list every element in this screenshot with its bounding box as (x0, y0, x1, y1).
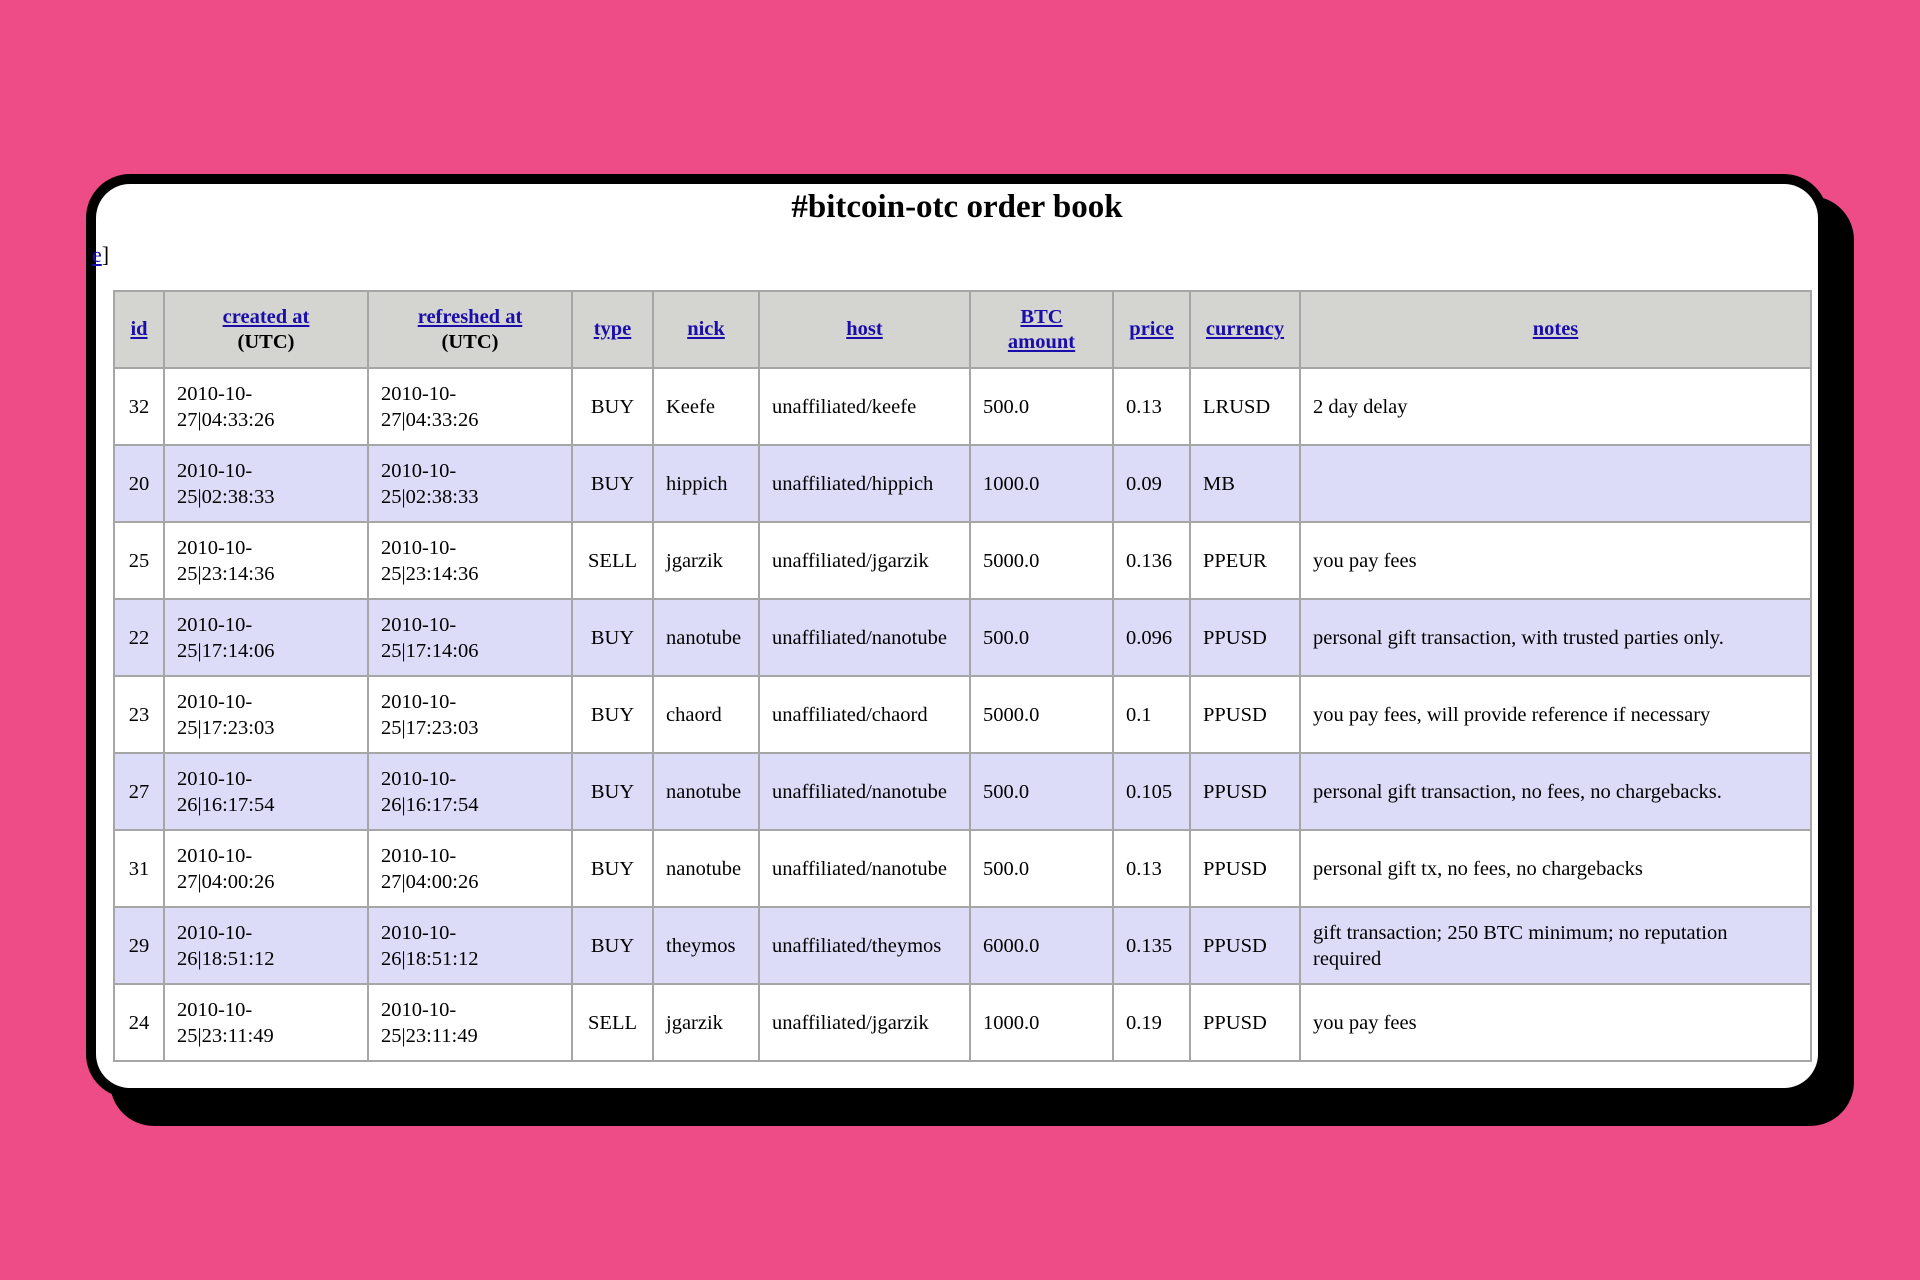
cell-refreshed-at-refreshed-date: 2010-10- (381, 613, 457, 636)
col-header-type[interactable] (572, 291, 653, 368)
cell-btc-amount-amount: 500.0 (983, 857, 1030, 880)
cell-refreshed-at-refreshed-date: 2010-10- (381, 767, 457, 790)
cell-price (1113, 753, 1190, 830)
cell-nick-nick: nanotube (666, 857, 742, 880)
refreshed-at-unit: (UTC) (441, 330, 499, 353)
cell-type (572, 984, 653, 1061)
order-rows (114, 368, 1811, 1061)
cell-price-price: 0.105 (1126, 780, 1173, 803)
cell-btc-amount-amount: 500.0 (983, 626, 1030, 649)
cell-nick (653, 907, 759, 984)
nav-bracket: ] (101, 242, 110, 267)
cell-refreshed-at (368, 984, 572, 1061)
cell-price (1113, 830, 1190, 907)
cell-type (572, 753, 653, 830)
cell-type-type: BUY (590, 857, 635, 880)
page-viewport (92, 184, 1818, 1088)
sort-link-notes[interactable]: notes (1532, 318, 1579, 340)
cell-created-at (164, 907, 368, 984)
cell-created-at-created-time: 25|23:14:36 (177, 562, 275, 585)
table-row (114, 830, 1811, 907)
cell-btc-amount-amount: 500.0 (983, 780, 1030, 803)
cell-btc-amount-amount: 6000.0 (983, 934, 1040, 957)
cell-currency (1190, 599, 1300, 676)
cell-id (114, 522, 164, 599)
cell-created-at (164, 830, 368, 907)
cell-refreshed-at-refreshed-date: 2010-10- (381, 382, 457, 405)
cell-btc-amount-amount: 5000.0 (983, 703, 1040, 726)
cell-price (1113, 599, 1190, 676)
cell-type-type: BUY (590, 395, 635, 418)
cell-price (1113, 368, 1190, 445)
cell-currency (1190, 522, 1300, 599)
nav-link-fragment (92, 242, 109, 268)
cell-currency-currency: LRUSD (1203, 395, 1271, 418)
cell-btc-amount-amount: 1000.0 (983, 472, 1040, 495)
amount-label: amount (1007, 330, 1076, 353)
sort-link-type[interactable]: type (593, 318, 632, 340)
cell-price-price: 0.13 (1126, 857, 1162, 880)
cell-refreshed-at-refreshed-date: 2010-10- (381, 921, 457, 944)
col-header-currency[interactable] (1190, 291, 1300, 368)
cell-notes (1300, 445, 1811, 522)
cell-notes (1300, 676, 1811, 753)
cell-nick-nick: nanotube (666, 626, 742, 649)
cell-currency-currency: PPEUR (1203, 549, 1267, 572)
cell-created-at-created-date: 2010-10- (177, 844, 253, 867)
cell-type-type: BUY (590, 472, 635, 495)
cell-nick-nick: jgarzik (666, 1011, 723, 1034)
cell-host-host: unaffiliated/nanotube (772, 780, 947, 803)
cell-host (759, 599, 970, 676)
cell-btc-amount (970, 984, 1113, 1061)
cell-created-at (164, 984, 368, 1061)
cell-btc-amount (970, 753, 1113, 830)
cell-id-id: 29 (128, 934, 150, 957)
cell-id (114, 368, 164, 445)
cell-notes (1300, 830, 1811, 907)
cell-btc-amount (970, 907, 1113, 984)
created-at-unit: (UTC) (237, 330, 295, 353)
cell-refreshed-at (368, 676, 572, 753)
cell-created-at-created-date: 2010-10- (177, 921, 253, 944)
cell-btc-amount-amount: 1000.0 (983, 1011, 1040, 1034)
cell-created-at-created-date: 2010-10- (177, 536, 253, 559)
cell-notes-notes: personal gift tx, no fees, no chargebacks (1313, 857, 1643, 880)
cell-nick (653, 522, 759, 599)
cell-price-price: 0.135 (1126, 934, 1173, 957)
cell-created-at-created-time: 25|23:11:49 (177, 1024, 274, 1047)
cell-id (114, 445, 164, 522)
cell-created-at-created-date: 2010-10- (177, 613, 253, 636)
cell-refreshed-at-refreshed-time: 25|23:11:49 (381, 1024, 478, 1047)
cell-price-price: 0.09 (1126, 472, 1162, 495)
cell-notes-notes: gift transaction; 250 BTC minimum; no reputation required (1313, 921, 1728, 970)
cell-btc-amount (970, 445, 1113, 522)
cell-price (1113, 907, 1190, 984)
cell-created-at-created-time: 26|18:51:12 (177, 947, 275, 970)
cell-created-at-created-time: 25|17:23:03 (177, 716, 275, 739)
cell-id (114, 676, 164, 753)
cell-host (759, 368, 970, 445)
cell-refreshed-at-refreshed-time: 25|17:14:06 (381, 639, 479, 662)
cell-type (572, 830, 653, 907)
cell-id (114, 984, 164, 1061)
cell-created-at (164, 368, 368, 445)
cell-notes (1300, 522, 1811, 599)
sort-link-id[interactable]: id (130, 318, 148, 340)
col-header-refreshed-at[interactable] (368, 291, 572, 368)
cell-price-price: 0.1 (1126, 703, 1152, 726)
cell-notes (1300, 368, 1811, 445)
cell-notes (1300, 599, 1811, 676)
cell-currency (1190, 830, 1300, 907)
cell-currency-currency: PPUSD (1203, 1011, 1267, 1034)
order-book-table (113, 290, 1812, 1062)
cell-type-type: BUY (590, 780, 635, 803)
col-header-host[interactable] (759, 291, 970, 368)
cell-host-host: unaffiliated/keefe (772, 395, 917, 418)
cell-id (114, 599, 164, 676)
cell-btc-amount (970, 676, 1113, 753)
cell-notes (1300, 984, 1811, 1061)
cell-refreshed-at-refreshed-time: 27|04:33:26 (381, 408, 479, 431)
cell-id (114, 753, 164, 830)
cell-price-price: 0.136 (1126, 549, 1173, 572)
cell-currency (1190, 676, 1300, 753)
cell-currency (1190, 368, 1300, 445)
cell-price (1113, 676, 1190, 753)
cell-type (572, 445, 653, 522)
cell-host (759, 984, 970, 1061)
cell-nick (653, 445, 759, 522)
table-row (114, 676, 1811, 753)
sort-link-created-at[interactable]: created at (222, 305, 310, 328)
cell-notes-notes: 2 day delay (1313, 395, 1408, 418)
cell-created-at-created-time: 25|02:38:33 (177, 485, 275, 508)
cell-host-host: unaffiliated/nanotube (772, 857, 947, 880)
cell-notes-notes: personal gift transaction, no fees, no chargebacks. (1313, 780, 1722, 803)
cell-id-id: 31 (128, 857, 150, 880)
cell-refreshed-at (368, 907, 572, 984)
col-header-btc-amount[interactable] (970, 291, 1113, 368)
cell-btc-amount (970, 522, 1113, 599)
cell-refreshed-at-refreshed-time: 26|18:51:12 (381, 947, 479, 970)
sort-link-price[interactable]: price (1129, 318, 1174, 340)
cell-refreshed-at-refreshed-date: 2010-10- (381, 459, 457, 482)
cell-refreshed-at-refreshed-time: 27|04:00:26 (381, 870, 479, 893)
cell-created-at (164, 599, 368, 676)
cell-currency-currency: PPUSD (1203, 857, 1267, 880)
cell-price-price: 0.096 (1126, 626, 1173, 649)
cell-host (759, 445, 970, 522)
cell-created-at (164, 676, 368, 753)
cell-created-at-created-date: 2010-10- (177, 767, 253, 790)
cell-host-host: unaffiliated/hippich (772, 472, 934, 495)
cell-refreshed-at-refreshed-date: 2010-10- (381, 844, 457, 867)
table-row (114, 599, 1811, 676)
cell-nick (653, 984, 759, 1061)
cell-currency (1190, 907, 1300, 984)
cell-currency-currency: PPUSD (1203, 703, 1267, 726)
cell-type-type: BUY (590, 934, 635, 957)
cell-host (759, 907, 970, 984)
cell-nick-nick: nanotube (666, 780, 742, 803)
cell-notes (1300, 753, 1811, 830)
cell-refreshed-at (368, 445, 572, 522)
cell-currency (1190, 753, 1300, 830)
cell-price (1113, 522, 1190, 599)
cell-type-type: BUY (590, 703, 635, 726)
sort-link-refreshed-at[interactable]: refreshed at (417, 305, 523, 328)
cell-currency-currency: PPUSD (1203, 626, 1267, 649)
cell-btc-amount (970, 599, 1113, 676)
cell-id-id: 27 (128, 780, 150, 803)
cell-host-host: unaffiliated/theymos (772, 934, 942, 957)
cell-created-at-created-time: 25|17:14:06 (177, 639, 275, 662)
browser-card (86, 174, 1828, 1098)
table-row (114, 753, 1811, 830)
table-row (114, 907, 1811, 984)
cell-type (572, 522, 653, 599)
cell-created-at-created-date: 2010-10- (177, 998, 253, 1021)
nav-link[interactable]: e (92, 242, 102, 267)
sort-link-currency[interactable]: currency (1205, 318, 1285, 340)
cell-type-type: SELL (588, 549, 637, 572)
btc-label: BTC (1020, 305, 1063, 328)
cell-created-at-created-date: 2010-10- (177, 382, 253, 405)
cell-id-id: 20 (128, 472, 150, 495)
cell-notes-notes: you pay fees (1313, 549, 1417, 572)
cell-price (1113, 445, 1190, 522)
cell-btc-amount (970, 830, 1113, 907)
col-header-nick[interactable] (653, 291, 759, 368)
cell-id (114, 830, 164, 907)
cell-currency-currency: PPUSD (1203, 780, 1267, 803)
cell-id-id: 25 (128, 549, 150, 572)
cell-nick-nick: chaord (666, 703, 722, 726)
col-header-id[interactable] (114, 291, 164, 368)
cell-notes-notes: you pay fees, will provide reference if necessary (1313, 703, 1711, 726)
cell-refreshed-at-refreshed-time: 25|23:14:36 (381, 562, 479, 585)
cell-refreshed-at (368, 522, 572, 599)
cell-currency (1190, 445, 1300, 522)
cell-created-at (164, 522, 368, 599)
cell-host (759, 522, 970, 599)
cell-currency (1190, 984, 1300, 1061)
sort-link-nick[interactable]: nick (687, 318, 725, 340)
cell-created-at-created-time: 27|04:33:26 (177, 408, 275, 431)
cell-refreshed-at-refreshed-time: 26|16:17:54 (381, 793, 479, 816)
cell-created-at-created-time: 27|04:00:26 (177, 870, 275, 893)
cell-created-at (164, 445, 368, 522)
sort-link-btc-amount[interactable] (1008, 306, 1075, 353)
cell-id-id: 32 (128, 395, 150, 418)
cell-notes (1300, 907, 1811, 984)
cell-id-id: 24 (128, 1011, 150, 1034)
cell-nick-nick: Keefe (666, 395, 715, 418)
cell-type (572, 676, 653, 753)
cell-refreshed-at (368, 830, 572, 907)
cell-host-host: unaffiliated/nanotube (772, 626, 947, 649)
cell-notes-notes: personal gift transaction, with trusted parties only. (1313, 626, 1724, 649)
col-header-created-at[interactable] (164, 291, 368, 368)
cell-refreshed-at-refreshed-date: 2010-10- (381, 998, 457, 1021)
cell-refreshed-at-refreshed-date: 2010-10- (381, 690, 457, 713)
cell-refreshed-at-refreshed-time: 25|17:23:03 (381, 716, 479, 739)
cell-btc-amount-amount: 500.0 (983, 395, 1030, 418)
table-header-row (114, 291, 1811, 368)
cell-host-host: unaffiliated/jgarzik (772, 1011, 929, 1034)
cell-nick (653, 753, 759, 830)
cell-created-at (164, 753, 368, 830)
cell-type-type: BUY (590, 626, 635, 649)
cell-host-host: unaffiliated/jgarzik (772, 549, 929, 572)
cell-created-at-created-time: 26|16:17:54 (177, 793, 275, 816)
cell-created-at-created-date: 2010-10- (177, 459, 253, 482)
cell-currency-currency: PPUSD (1203, 934, 1267, 957)
cell-refreshed-at-refreshed-time: 25|02:38:33 (381, 485, 479, 508)
page-title: #bitcoin-otc order book (791, 189, 1123, 225)
cell-nick-nick: jgarzik (666, 549, 723, 572)
cell-nick (653, 599, 759, 676)
cell-btc-amount (970, 368, 1113, 445)
cell-price-price: 0.19 (1126, 1011, 1162, 1034)
cell-type (572, 368, 653, 445)
sort-link-host[interactable]: host (846, 318, 883, 340)
cell-nick (653, 676, 759, 753)
cell-type (572, 599, 653, 676)
cell-host (759, 753, 970, 830)
cell-price-price: 0.13 (1126, 395, 1162, 418)
table-row (114, 522, 1811, 599)
col-header-notes[interactable] (1300, 291, 1811, 368)
cell-host-host: unaffiliated/chaord (772, 703, 928, 726)
table-row (114, 984, 1811, 1061)
cell-nick-nick: theymos (666, 934, 736, 957)
cell-btc-amount-amount: 5000.0 (983, 549, 1040, 572)
table-row (114, 445, 1811, 522)
cell-host (759, 830, 970, 907)
cell-type-type: SELL (588, 1011, 637, 1034)
cell-refreshed-at (368, 753, 572, 830)
col-header-price[interactable] (1113, 291, 1190, 368)
cell-id-id: 23 (128, 703, 150, 726)
cell-type (572, 907, 653, 984)
cell-id (114, 907, 164, 984)
cell-refreshed-at-refreshed-date: 2010-10- (381, 536, 457, 559)
table-row (114, 368, 1811, 445)
cell-refreshed-at (368, 368, 572, 445)
cell-nick (653, 368, 759, 445)
cell-notes-notes: you pay fees (1313, 1011, 1417, 1034)
cell-currency-currency: MB (1203, 472, 1235, 495)
cell-nick-nick: hippich (666, 472, 728, 495)
cell-created-at-created-date: 2010-10- (177, 690, 253, 713)
cell-id-id: 22 (128, 626, 150, 649)
cell-nick (653, 830, 759, 907)
cell-price (1113, 984, 1190, 1061)
cell-refreshed-at (368, 599, 572, 676)
cell-host (759, 676, 970, 753)
